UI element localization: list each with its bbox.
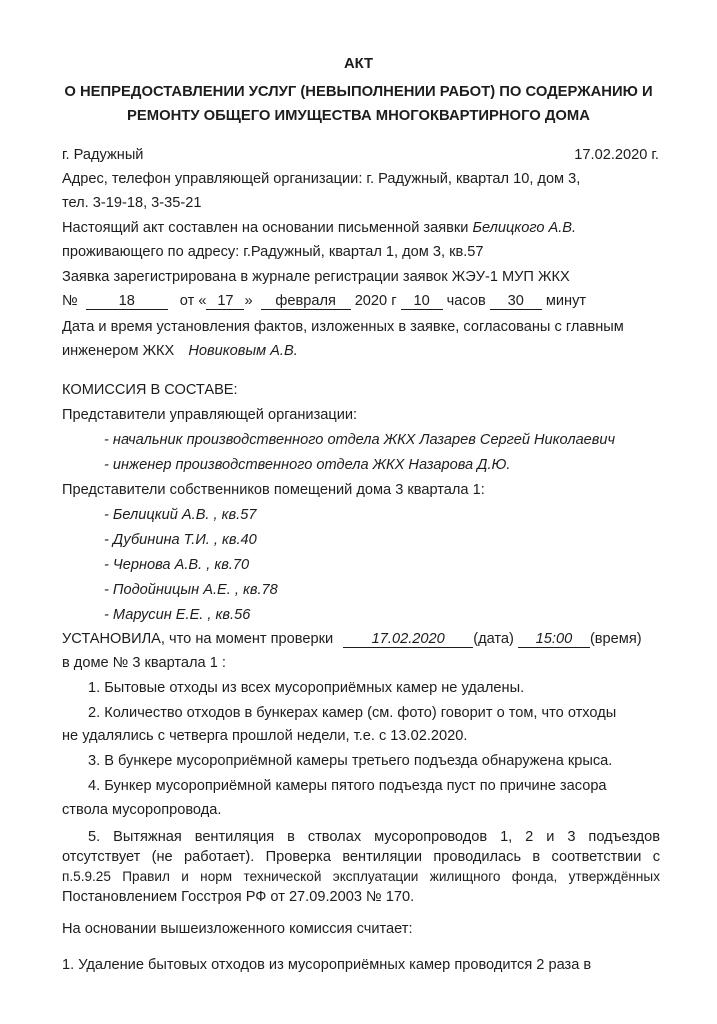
owner-member: - Белицкий А.В. , кв.57	[104, 507, 257, 523]
date-label: (дата)	[473, 631, 514, 647]
owner-member: - Чернова А.В. , кв.70	[104, 557, 250, 573]
agreement-line: Дата и время установления фактов, изложенных в заявке, согласованы с главным	[62, 319, 624, 335]
minutes-label: минут	[545, 293, 587, 309]
registration-journal-line: Заявка зарегистрирована в журнале регистрации заявок ЖЭУ-1 МУП ЖКХ	[62, 269, 570, 285]
time-label: (время)	[589, 631, 642, 647]
registration-number: 18	[86, 294, 168, 310]
engineer-label: инженером ЖКХ	[62, 343, 175, 359]
conclusion-item: 1. Удаление бытовых отходов из мусороприёмных камер проводится 2 раза в	[62, 957, 592, 973]
from-label: от «	[179, 293, 207, 309]
established-line	[62, 630, 642, 648]
city: г. Радужный	[62, 147, 144, 163]
registration-month: февраля	[261, 294, 351, 310]
finding-item-continued: ствола мусоропровода.	[62, 802, 222, 818]
engineer-line	[62, 342, 298, 360]
finding-item-continued: Постановлением Госстроя РФ от 27.09.2003 № 170.	[62, 889, 415, 905]
registration-day: 17	[206, 294, 244, 310]
org-member: - начальник производственного отдела ЖКХ Лазарев Сергей Николаевич	[104, 432, 616, 448]
basis-text: Настоящий акт составлен на основании письменной заявки	[62, 220, 473, 236]
org-representatives-heading: Представители управляющей организации:	[62, 407, 358, 423]
phone-line: тел. 3-19-18, 3-35-21	[62, 195, 202, 211]
owner-member: - Подойницын А.Е. , кв.78	[104, 582, 278, 598]
year-label: 2020 г	[354, 293, 397, 309]
address-line: Адрес, телефон управляющей организации: г. Радужный, квартал 10, дом 3,	[62, 171, 581, 187]
owner-member: - Марусин Е.Е. , кв.56	[104, 607, 251, 623]
owner-member: - Дубинина Т.И. , кв.40	[104, 532, 257, 548]
finding-item: 2. Количество отходов в бункерах камер (см. фото) говорит о том, что отходы	[88, 705, 617, 721]
finding-item-continued: не удалялись с четверга прошлой недели, т.е. с 13.02.2020.	[62, 728, 468, 744]
check-time: 15:00	[518, 632, 590, 648]
document-title: АКТ	[343, 56, 374, 72]
applicant-name: Белицкого А.В.	[472, 220, 577, 236]
residence-line: проживающего по адресу: г.Радужный, квартал 1, дом 3, кв.57	[62, 244, 484, 260]
registration-line	[62, 292, 586, 310]
finding-item: 1. Бытовые отходы из всех мусороприёмных камер не удалены.	[88, 680, 525, 696]
conclusion-heading: На основании вышеизложенного комиссия считает:	[62, 921, 413, 937]
basis-line	[62, 219, 576, 237]
owners-heading: Представители собственников помещений дома 3 квартала 1:	[62, 482, 485, 498]
hours-label: часов	[446, 293, 486, 309]
number-label: №	[62, 293, 78, 309]
document-title-line-2: О НЕПРЕДОСТАВЛЕНИИ УСЛУГ (НЕВЫПОЛНЕНИИ РАБОТ) ПО СОДЕРЖАНИЮ И	[64, 84, 653, 100]
check-date: 17.02.2020	[343, 632, 473, 648]
day-close-quote: »	[244, 293, 253, 309]
established-text: УСТАНОВИЛА, что на момент проверки	[62, 631, 334, 647]
registration-minutes: 30	[490, 294, 542, 310]
engineer-name: Новиковым А.В.	[188, 343, 298, 359]
finding-item-continued: отсутствует (не работает). Проверка вентиляции проводилась в соответствии с	[62, 849, 660, 865]
document-date: 17.02.2020 г.	[574, 147, 659, 163]
finding-item-continued: п.5.9.25 Правил и норм технической эксплуатации жилищного фонда, утверждённых	[62, 869, 660, 884]
finding-item: 3. В бункере мусороприёмной камеры третьего подъезда обнаружена крыса.	[88, 753, 613, 769]
finding-item: 4. Бункер мусороприёмной камеры пятого подъезда пуст по причине засора	[88, 778, 607, 794]
location-line: в доме № 3 квартала 1 :	[62, 655, 226, 671]
commission-heading: КОМИССИЯ В СОСТАВЕ:	[62, 382, 238, 398]
registration-hours: 10	[401, 294, 443, 310]
org-member: - инженер производственного отдела ЖКХ Назарова Д.Ю.	[104, 457, 511, 473]
document-title-line-3: РЕМОНТУ ОБЩЕГО ИМУЩЕСТВА МНОГОКВАРТИРНОГО ДОМА	[127, 108, 590, 124]
finding-item: 5. Вытяжная вентиляция в стволах мусоропроводов 1, 2 и 3 подъездов	[88, 829, 660, 845]
